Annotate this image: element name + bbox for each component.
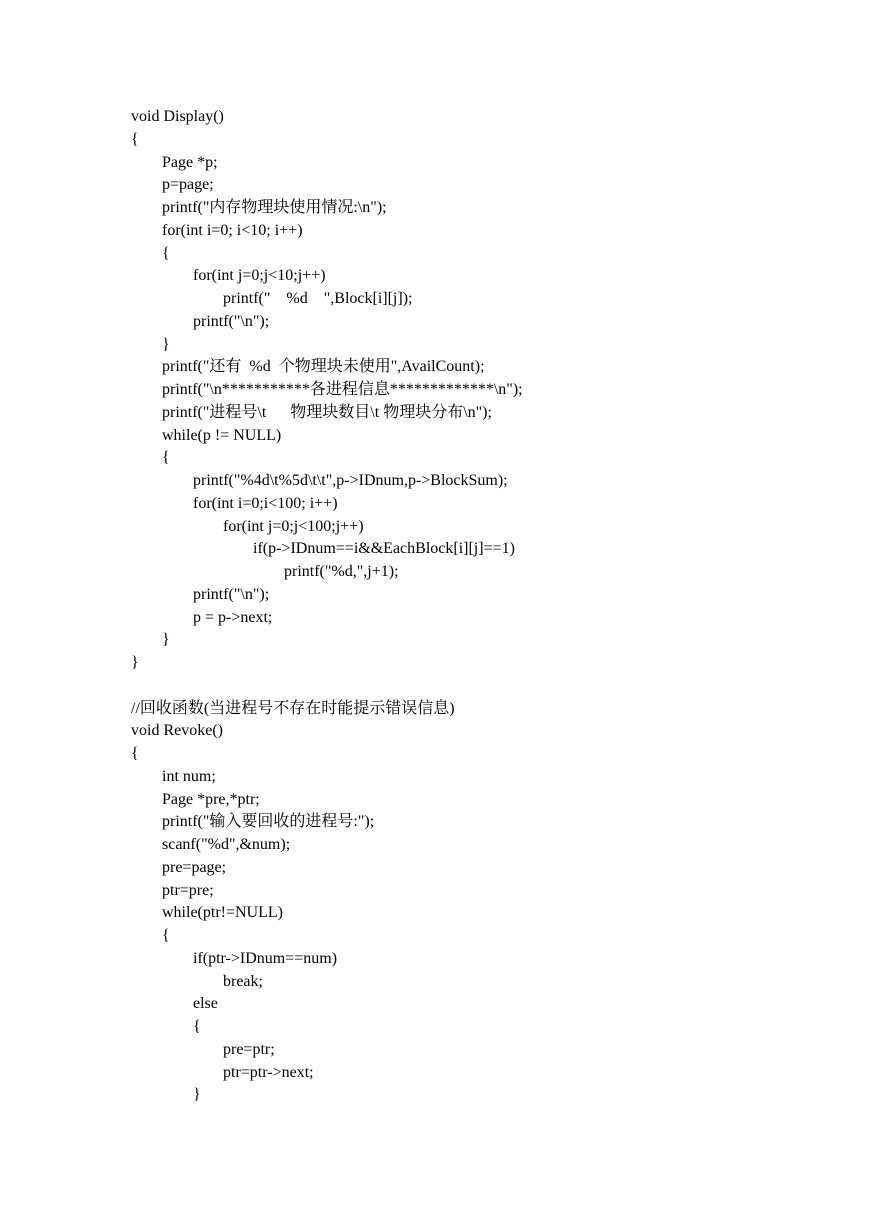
code-line: void Revoke(): [131, 722, 223, 740]
code-line: printf("\n");: [193, 312, 270, 330]
code-line: p = p->next;: [193, 608, 273, 626]
code-line: void Display(): [131, 108, 224, 125]
code-line: }: [162, 335, 170, 353]
code-line: pre=ptr;: [223, 1040, 275, 1058]
code-line: if(p->IDnum==i&&EachBlock[i][j]==1): [253, 540, 515, 558]
blank-line: [131, 675, 831, 698]
code-line: printf("%d,",j+1);: [284, 563, 399, 580]
code-line: ptr=pre;: [162, 881, 214, 899]
code-line: for(int j=0;j<10;j++): [193, 267, 326, 285]
code-line: }: [162, 631, 170, 649]
code-line: printf("输入要回收的进程号:");: [162, 813, 375, 831]
code-line: else: [193, 995, 218, 1013]
code-line: {: [162, 927, 170, 944]
code-line: printf(" %d ",Block[i][j]);: [223, 290, 413, 307]
code-line: {: [193, 1018, 201, 1035]
code-line: printf("\n");: [193, 585, 270, 603]
code-line: printf("进程号\t 物理块数目\t 物理块分布\n");: [162, 403, 492, 421]
code-line: }: [131, 654, 139, 671]
code-line: ptr=ptr->next;: [223, 1063, 314, 1081]
code-line: Page *pre,*ptr;: [162, 790, 260, 808]
code-line: printf("\n***********各进程信息*************\n");: [162, 381, 523, 398]
code-line: {: [131, 745, 139, 762]
code-line: if(ptr->IDnum==num): [193, 949, 338, 967]
code-listing: [131, 106, 831, 1107]
code-line: {: [131, 130, 139, 148]
code-line: for(int i=0; i<10; i++): [162, 221, 303, 239]
code-line: pre=page;: [162, 858, 227, 876]
code-line: while(p != NULL): [162, 426, 282, 444]
code-line: while(ptr!=NULL): [162, 904, 283, 922]
code-line: scanf("%d",&num);: [162, 836, 291, 853]
code-line: Page *p;: [162, 153, 218, 171]
code-line: break;: [223, 972, 263, 990]
code-line: {: [162, 449, 170, 467]
code-line: {: [162, 244, 170, 262]
code-line: for(int i=0;i<100; i++): [193, 494, 338, 512]
code-line: int num;: [162, 767, 216, 785]
code-line: printf("内存物理块使用情况:\n");: [162, 199, 387, 216]
code-line: printf("%4d\t%5d\t\t",p->IDnum,p->BlockSum);: [193, 472, 508, 489]
code-line: printf("还有 %d 个物理块未使用",AvailCount);: [162, 358, 485, 376]
code-line: for(int j=0;j<100;j++): [223, 517, 364, 535]
code-line: //回收函数(当进程号不存在时能提示错误信息): [131, 699, 455, 717]
code-line: }: [193, 1086, 201, 1104]
code-line: p=page;: [162, 176, 214, 194]
